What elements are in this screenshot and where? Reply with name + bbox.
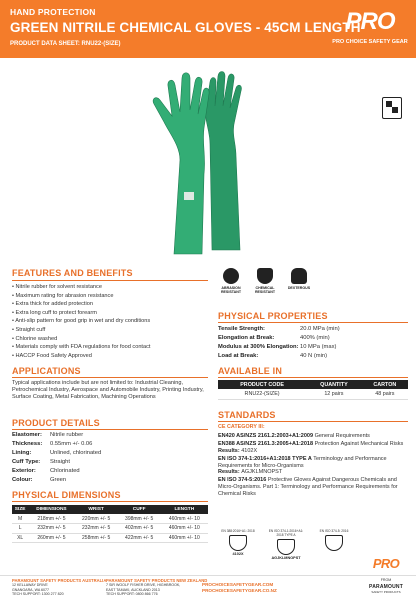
detail-row: Lining: Unlined, chlorinated — [12, 450, 102, 456]
standards-heading: STANDARDS — [218, 410, 276, 420]
property-label: Modulus at 300% Elongation: — [218, 344, 299, 350]
category-label: HAND PROTECTION — [10, 7, 96, 17]
table-cell: RNU22-(SIZE) — [218, 389, 306, 399]
standards-list — [218, 424, 408, 499]
property-row — [218, 335, 408, 344]
property-label: Tensile Strength: — [218, 326, 265, 332]
available-divider — [218, 377, 408, 378]
feature-icons-row — [214, 268, 354, 302]
column-header: QUANTITY — [306, 380, 362, 389]
dexterous-icon — [282, 268, 316, 290]
features-divider — [12, 280, 208, 281]
paramount-logo: FROM PARAMOUNT SAFETY PRODUCTS — [369, 578, 403, 594]
properties-divider — [218, 322, 408, 323]
table-cell: 220mm +/- 5 — [75, 514, 118, 524]
website-link-au[interactable]: PROCHOICESAFETYGEAR.COM — [202, 582, 274, 587]
property-value: 40 N (min) — [300, 353, 328, 359]
property-value: 400% (min) — [300, 335, 330, 341]
column-header: WRIST — [75, 505, 118, 514]
footer-website-links[interactable] — [202, 582, 277, 593]
property-row — [218, 353, 408, 362]
standard-item: EN420 AS/NZS 2161.2:2003+A1:2009 General Requirements — [218, 433, 370, 439]
table-cell: L — [12, 524, 28, 534]
column-header: CUFF — [118, 505, 161, 514]
physical-properties-heading: PHYSICAL PROPERTIES — [218, 311, 328, 321]
physical-dimensions-heading: PHYSICAL DIMENSIONS — [12, 490, 121, 500]
property-label: Elongation at Break: — [218, 335, 275, 341]
table-cell: 232mm +/- 5 — [28, 524, 74, 534]
footer-nz-contact: PARAMOUNT SAFETY PRODUCTS NEW ZEALAND 7 SIR WOOLF FISHER DRIVE, HIGHBROOK, EAST TAMAKI, AUCKLAND 2013 TECH SUPPORT: 0800 866 776 — [106, 578, 208, 597]
column-header: PRODUCT CODE — [218, 380, 306, 389]
feature-item: • Chlorine washed — [12, 335, 208, 344]
table-cell: XL — [12, 533, 28, 543]
table-row — [12, 514, 208, 524]
table-cell: 258mm +/- 5 — [75, 533, 118, 543]
applications-text: Typical applications include but are not limited to: Industrial Cleaning, Petrochemical Industry, Aerospace and Automobile Industry, Printing Industry, Surface Coating, Metal Fabrication, Machining Operations — [12, 380, 204, 400]
table-header-row — [218, 380, 408, 389]
feature-item: • Maximum rating for abrasion resistance — [12, 292, 208, 301]
detail-row: Elastomer: Nitrile rubber — [12, 432, 84, 438]
feature-item: • Extra thick for added protection — [12, 300, 208, 309]
standards-divider — [218, 421, 408, 422]
table-cell: 12 pairs — [306, 389, 362, 399]
icon-label: ABRASION RESISTANT — [220, 286, 242, 295]
detail-row: Cuff Type: Straight — [12, 459, 70, 465]
footer-australia-contact: PARAMOUNT SAFETY PRODUCTS AUSTRALIA 12 KELLAWAY DRIVE GNANGARA, WA 6077 TECH SUPPORT: 1300 277 820 — [12, 578, 107, 597]
header-banner — [0, 0, 416, 58]
feature-item: • Straight cuff — [12, 326, 208, 335]
property-value: 10 MPa (max) — [300, 344, 337, 350]
table-cell: 232mm +/- 5 — [75, 524, 118, 534]
feature-item: • Extra long cuff to protect forearm — [12, 309, 208, 318]
ce-category: CE CATEGORY III: — [218, 424, 265, 430]
en388-shield-icon: EN 388:2016+A1: 2018 4102X — [221, 529, 255, 556]
detail-row: Exterior: Chlorinated — [12, 468, 80, 474]
product-details-heading: PRODUCT DETAILS — [12, 418, 100, 428]
physical-dimensions-table — [12, 505, 208, 543]
table-cell: 460mm +/- 10 — [161, 533, 208, 543]
glove-right — [206, 72, 242, 251]
column-header: CARTON — [362, 380, 408, 389]
available-in-heading: AVAILABLE IN — [218, 366, 283, 376]
standard-item: EN ISO 374-5:2016 Protective Gloves Against Dangerous Chemicals and Micro-Organisms. Part 1: Terminology and Performance Requirements for Chemical Risks — [218, 477, 398, 497]
feature-item: • Nitrile rubber for solvent resistance — [12, 283, 208, 292]
property-label: Load at Break: — [218, 353, 259, 359]
standard-item: EN ISO 374-1:2016+A1:2018 TYPE A Terminology and Performance Requirements for Micro-Organisms Results: AGJKLMNOPST — [218, 455, 387, 476]
en374-5-biohazard-icon: EN ISO 374-5: 2016 — [314, 530, 354, 552]
table-header-row — [12, 505, 208, 514]
glove-product-image — [140, 64, 280, 260]
pro-choice-logo — [332, 8, 408, 52]
table-cell: 422mm +/- 5 — [118, 533, 161, 543]
glove-left — [153, 73, 209, 254]
website-link-nz[interactable]: PROCHOICESAFETYGEAR.CO.NZ — [202, 587, 277, 593]
table-cell: 402mm +/- 5 — [118, 524, 161, 534]
feature-item: • HACCP Food Safety Approved — [12, 352, 208, 361]
column-header: SIZE — [12, 505, 28, 514]
applications-divider — [12, 377, 208, 378]
applications-heading: APPLICATIONS — [12, 366, 81, 376]
property-value: 20.0 MPa (min) — [300, 326, 340, 332]
table-cell: 260mm +/- 5 — [28, 533, 74, 543]
standard-item: EN388 AS/NZS 2161.3:2005+A1:2018 Protection Against Mechanical Risks Results: 4102X — [218, 441, 404, 454]
logo-text: PRO — [345, 8, 395, 35]
table-cell: 460mm +/- 10 — [161, 524, 208, 534]
detail-row: Thickness: 0.55mm +/- 0.06 — [12, 441, 93, 447]
table-row — [12, 533, 208, 543]
column-header: DIMENSIONS — [28, 505, 74, 514]
pro-footer-logo: PRO — [372, 556, 400, 571]
column-header: LENGTH — [161, 505, 208, 514]
feature-item: • Materials comply with FDA regulations for food contact — [12, 343, 208, 352]
haccp-certification-icon — [382, 97, 402, 119]
product-details-divider — [12, 429, 208, 430]
table-cell: 398mm +/- 5 — [118, 514, 161, 524]
icon-label: DEXTEROUS — [287, 286, 311, 290]
table-cell: 218mm +/- 5 — [28, 514, 74, 524]
property-row — [218, 326, 408, 335]
en374-1-flask-icon: EN ISO 374-1:2016+A1: 2018 TYPE A AGJKLMNOPST — [268, 529, 304, 560]
chemical-resistant-icon — [248, 268, 282, 295]
table-row — [218, 389, 408, 399]
features-list — [12, 283, 208, 360]
icon-label: CHEMICAL RESISTANT — [254, 286, 276, 295]
features-heading: FEATURES AND BENEFITS — [12, 268, 133, 278]
dimensions-divider — [12, 501, 208, 502]
product-code-subtitle: PRODUCT DATA SHEET: RNU22-(SIZE) — [10, 41, 121, 47]
abrasion-resistant-icon — [214, 268, 248, 295]
table-cell: M — [12, 514, 28, 524]
product-details-list — [12, 432, 208, 486]
property-row — [218, 344, 408, 353]
product-title: GREEN NITRILE CHEMICAL GLOVES - 45CM LENGTH — [10, 20, 361, 35]
available-in-table — [218, 380, 408, 400]
footer — [0, 575, 416, 598]
table-cell: 48 pairs — [362, 389, 408, 399]
feature-item: • Anti-slip pattern for good grip in wet and dry conditions — [12, 317, 208, 326]
table-row — [12, 524, 208, 534]
detail-row: Colour: Green — [12, 477, 67, 483]
logo-subtext: PRO CHOICE SAFETY GEAR — [332, 39, 408, 45]
physical-properties-list — [218, 326, 408, 362]
table-cell: 460mm +/- 10 — [161, 514, 208, 524]
